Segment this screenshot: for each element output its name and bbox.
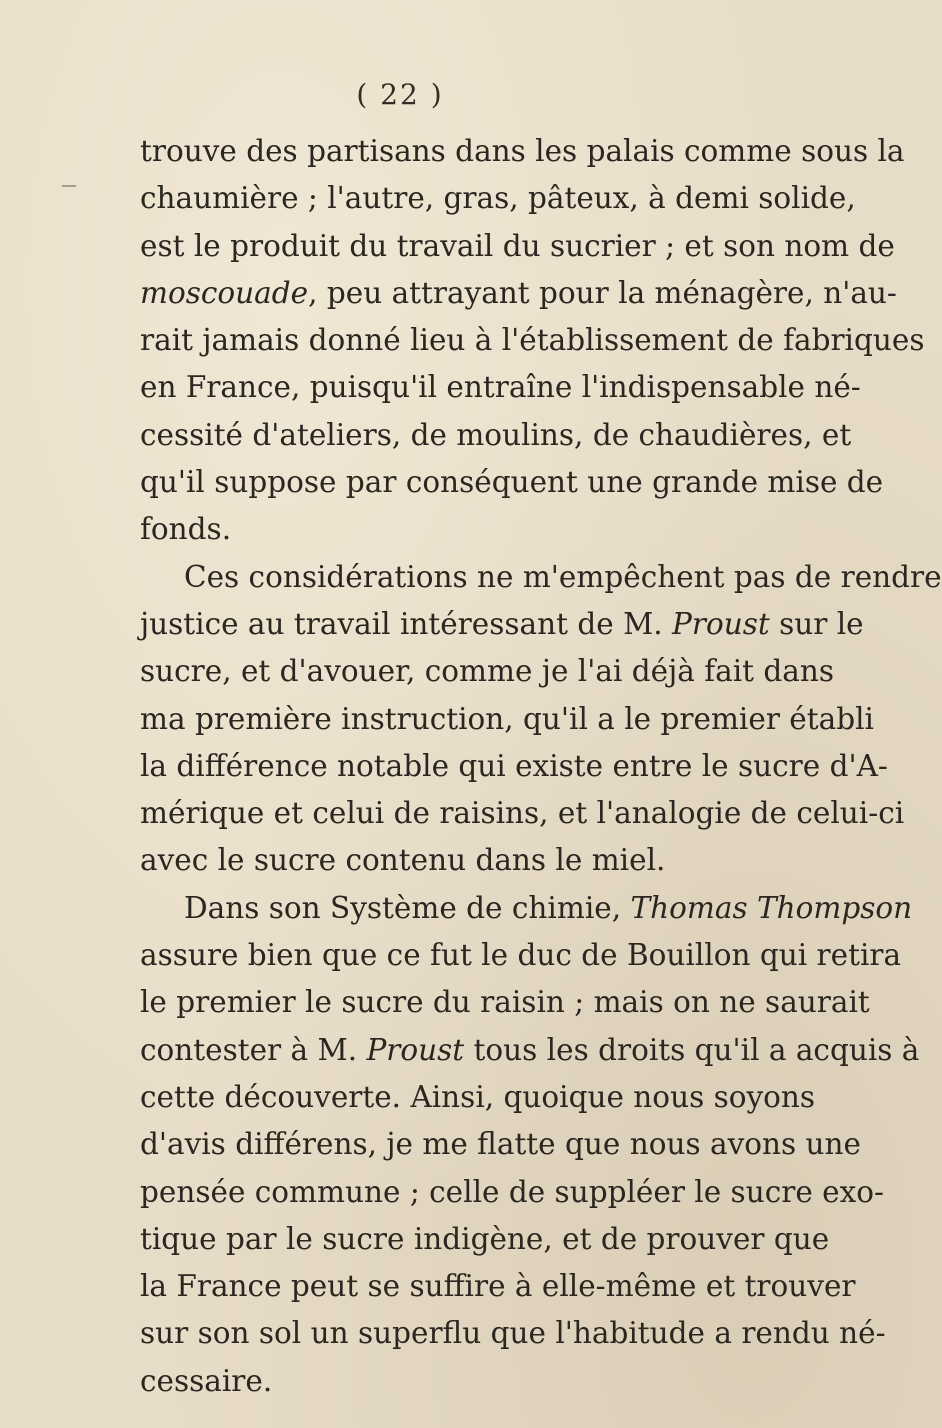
text-line: qu'il suppose par conséquent une grande mise de bbox=[140, 465, 884, 500]
text-line: fonds. bbox=[140, 512, 232, 547]
italic-term: Proust bbox=[672, 606, 770, 641]
text-line: pensée commune ; celle de suppléer le sucre exo- bbox=[140, 1174, 884, 1209]
text-line: Dans son Système de chimie, Thomas Thompson bbox=[184, 890, 913, 925]
text-line: ma première instruction, qu'il a le premier établi bbox=[140, 701, 874, 736]
text-line: cessaire. bbox=[140, 1363, 273, 1398]
text-line: tique par le sucre indigène, et de prouver que bbox=[140, 1221, 830, 1256]
text-line: en France, puisqu'il entraîne l'indispensable né- bbox=[140, 370, 861, 405]
text-line: cessité d'ateliers, de moulins, de chaudières, et bbox=[140, 417, 852, 452]
text-line: cette découverte. Ainsi, quoique nous soyons bbox=[140, 1079, 816, 1114]
text-line: contester à M. Proust tous les droits qu'il a acquis à bbox=[140, 1032, 920, 1067]
text-line: d'avis différens, je me flatte que nous avons une bbox=[140, 1127, 861, 1162]
text-line: mérique et celui de raisins, et l'analogie de celui-ci bbox=[140, 796, 905, 831]
page-number: ( 22 ) bbox=[356, 78, 444, 111]
text-line: chaumière ; l'autre, gras, pâteux, à demi solide, bbox=[140, 181, 856, 216]
paragraph-1 bbox=[140, 128, 925, 554]
text-line: la France peut se suffire à elle-même et trouver bbox=[140, 1269, 856, 1304]
text-line: rait jamais donné lieu à l'établissement de fabriques bbox=[140, 323, 925, 358]
text-line: le premier le sucre du raisin ; mais on ne saurait bbox=[140, 985, 870, 1020]
text-line: trouve des partisans dans les palais comme sous la bbox=[140, 134, 905, 168]
italic-term: moscouade bbox=[140, 275, 309, 310]
text-line: sur son sol un superflu que l'habitude a rendu né- bbox=[140, 1316, 886, 1351]
paragraph-3 bbox=[140, 885, 920, 1405]
italic-term: Thomas Thompson bbox=[630, 890, 913, 925]
text-line: Ces considérations ne m'empêchent pas de rendre bbox=[184, 559, 942, 594]
text-line: est le produit du travail du sucrier ; et son nom de bbox=[140, 228, 895, 263]
text-line: justice au travail intéressant de M. Proust sur le bbox=[140, 606, 864, 641]
text-line: moscouade, peu attrayant pour la ménagère, n'au- bbox=[140, 275, 897, 310]
text-line: avec le sucre contenu dans le miel. bbox=[140, 843, 666, 878]
text-line: la différence notable qui existe entre le sucre d'A- bbox=[140, 748, 888, 783]
paragraph-2 bbox=[140, 554, 942, 885]
italic-term: Proust bbox=[366, 1032, 465, 1067]
text-line: sucre, et d'avouer, comme je l'ai déjà fait dans bbox=[140, 654, 834, 689]
body-text bbox=[140, 128, 942, 1405]
text-line: assure bien que ce fut le duc de Bouillon qui retira bbox=[140, 938, 902, 973]
margin-mark bbox=[62, 185, 76, 187]
